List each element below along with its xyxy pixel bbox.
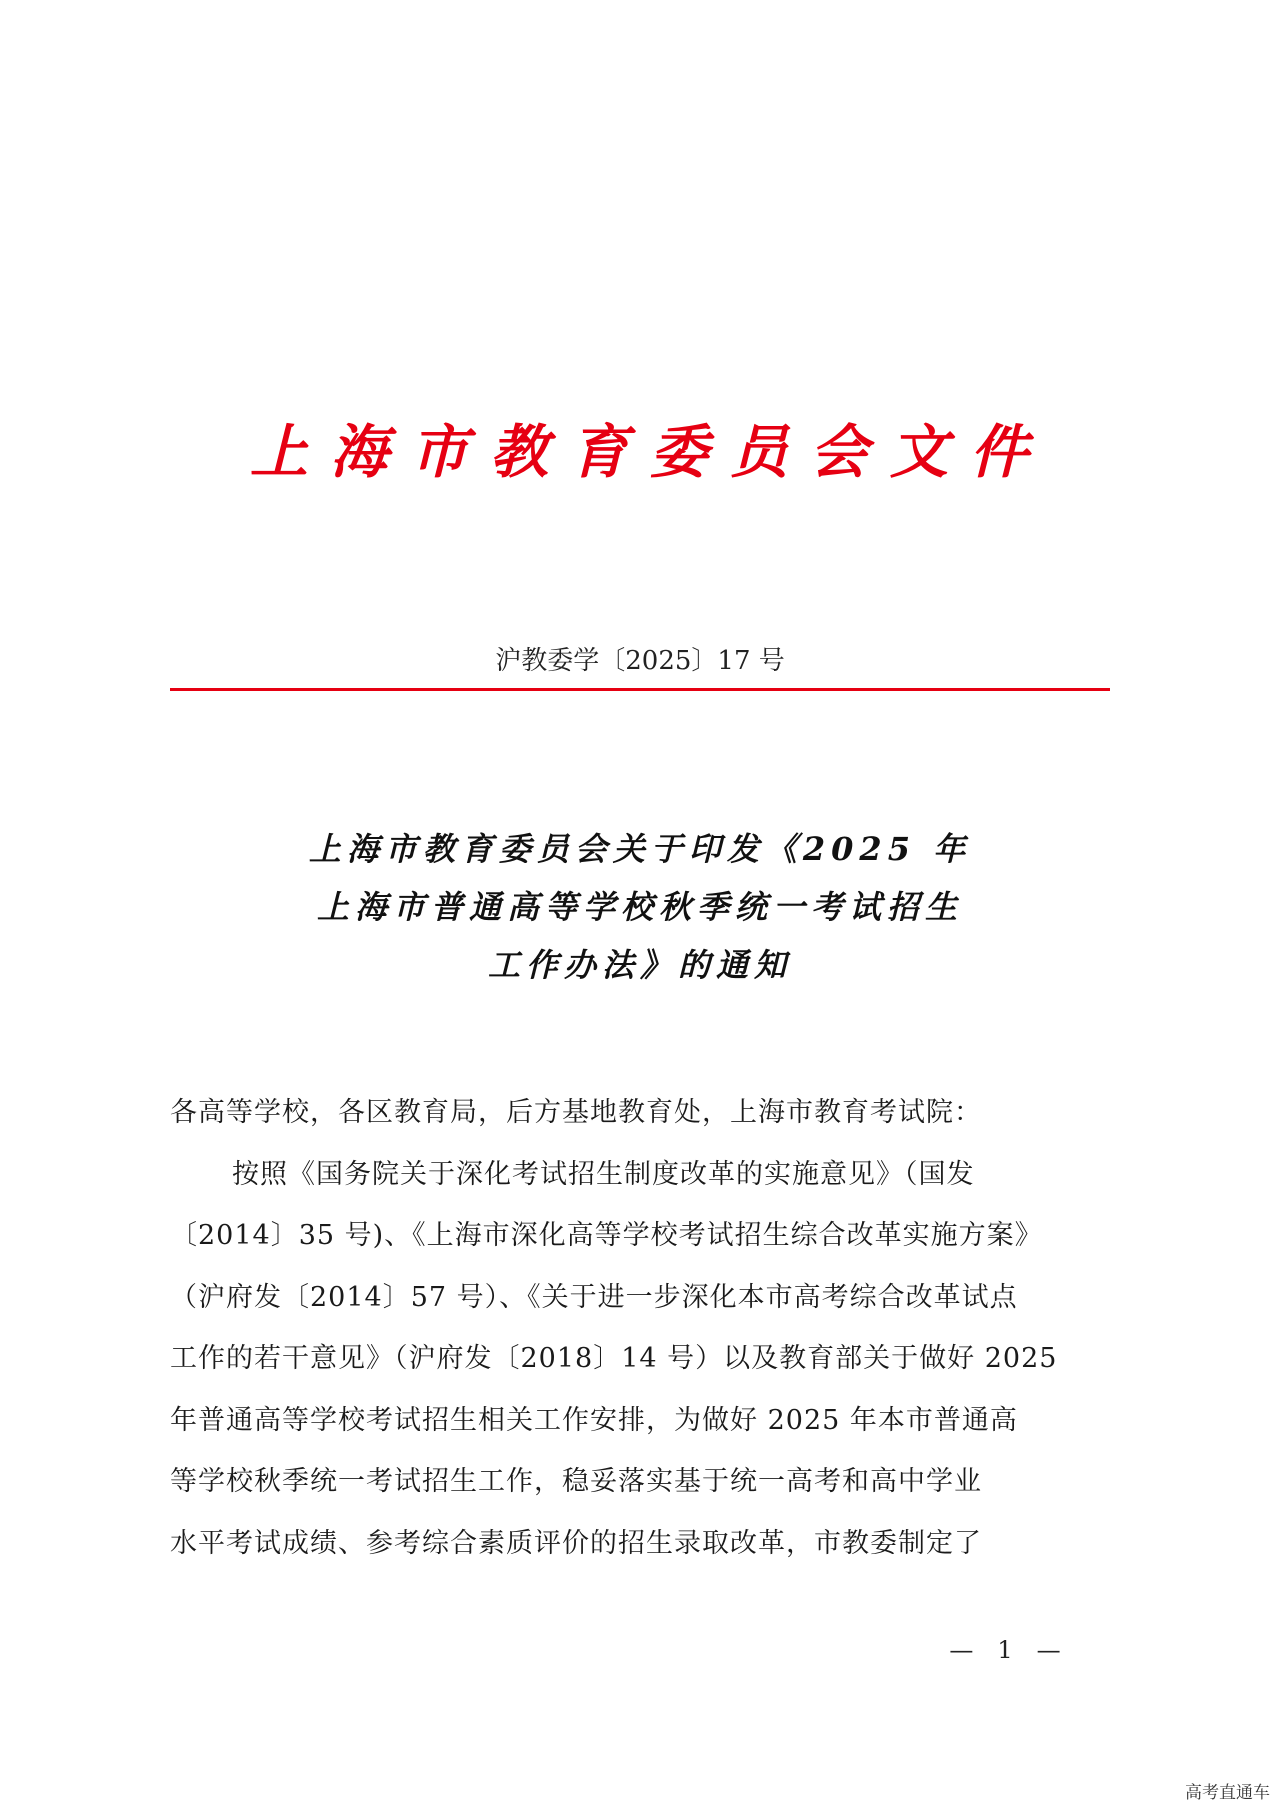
body-line: 按照《国务院关于深化考试招生制度改革的实施意见》（国发 [232,1158,975,1190]
body-line: 年普通高等学校考试招生相关工作安排，为做好 2025 年本市普通高 [170,1404,1018,1436]
masthead-title: 上海市教育委员会文件 [249,418,1050,486]
notice-title [170,820,1110,994]
document-number: 沪教委学〔2025〕17 号 [495,646,785,676]
body-line: 工作的若干意见》（沪府发〔2018〕14 号）以及教育部关于做好 2025 [170,1343,1058,1374]
body-line: （沪府发〔2014〕57 号）、《关于进一步深化本市高考综合改革试点 [170,1281,1018,1313]
title-line: 上海市普通高等学校秋季统一考试招生 [316,888,963,926]
body-line: 等学校秋季统一考试招生工作，稳妥落实基于统一高考和高中学业 [170,1466,982,1497]
title-line: 工作办法》的通知 [487,946,792,984]
body-text [170,1082,1115,1574]
salutation-line: 各高等学校，各区教育局，后方基地教育处，上海市教育考试院： [170,1097,982,1128]
page-number: — 1 — [949,1636,1061,1664]
source-watermark: 高考直通车 [1185,1783,1270,1803]
title-line: 上海市教育委员会关于印发《2025 年 [308,830,972,868]
red-divider-rule [170,688,1110,691]
body-line: 水平考试成绩、参考综合素质评价的招生录取改革，市教委制定了 [170,1527,982,1559]
body-line: 〔2014〕35 号)、《上海市深化高等学校考试招生综合改革实施方案》 [170,1220,1043,1251]
